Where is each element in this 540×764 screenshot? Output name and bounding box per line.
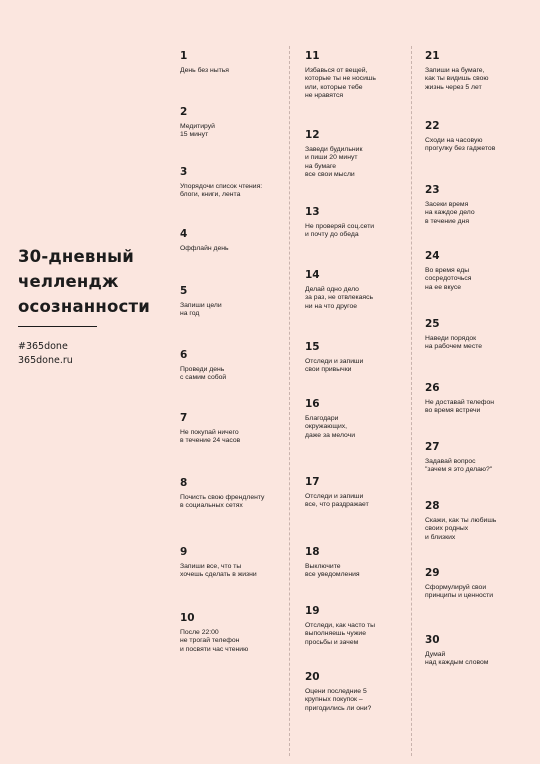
task-line: даже за мелочи bbox=[305, 431, 355, 439]
task-line: на ее вкусе bbox=[425, 283, 462, 291]
challenge-day-23 bbox=[425, 184, 537, 226]
challenge-day-25 bbox=[425, 318, 537, 352]
page-title bbox=[18, 244, 168, 319]
title-line: челлендж bbox=[18, 272, 119, 291]
challenge-day-18 bbox=[305, 546, 417, 580]
task-line: на рабочем месте bbox=[425, 343, 483, 351]
day-number: 23 bbox=[425, 184, 440, 196]
day-number: 8 bbox=[180, 477, 188, 489]
challenge-day-22 bbox=[425, 120, 537, 154]
challenge-day-3 bbox=[180, 166, 292, 200]
task-line: Оцени последние 5 bbox=[305, 688, 367, 695]
task-line: 15 минут bbox=[180, 131, 209, 139]
task-line: Запиши на бумаге, bbox=[425, 67, 485, 74]
day-task bbox=[425, 584, 537, 601]
task-line: свои привычки bbox=[305, 366, 352, 374]
task-line: Сформулируй свои bbox=[425, 584, 487, 591]
challenge-day-28 bbox=[425, 500, 537, 542]
task-line: за раз, не отвлекаясь bbox=[305, 294, 374, 302]
task-line: в течение дня bbox=[425, 217, 470, 225]
challenge-day-12 bbox=[305, 129, 417, 179]
day-number: 28 bbox=[425, 500, 440, 512]
challenge-day-10 bbox=[180, 612, 292, 654]
day-number: 26 bbox=[425, 382, 440, 394]
task-line: с самим собой bbox=[180, 374, 227, 382]
day-task bbox=[180, 183, 292, 200]
day-number: 20 bbox=[305, 671, 320, 683]
task-line: Отследи и запиши bbox=[305, 493, 364, 500]
challenge-day-1 bbox=[180, 50, 292, 75]
task-line: в течение 24 часов bbox=[180, 437, 241, 445]
day-number: 4 bbox=[180, 228, 188, 240]
day-number: 10 bbox=[180, 612, 195, 624]
day-task bbox=[305, 493, 417, 510]
task-line: Избавься от вещей, bbox=[305, 67, 368, 74]
task-line: своих родных bbox=[425, 525, 469, 533]
day-number: 24 bbox=[425, 250, 440, 262]
day-task bbox=[305, 688, 417, 713]
task-line: Засеки время bbox=[425, 201, 469, 208]
task-line: Оффлайн день bbox=[180, 245, 229, 252]
task-line: Заведи будильник bbox=[305, 146, 363, 153]
day-number: 9 bbox=[180, 546, 188, 558]
task-line: Не покупай ничего bbox=[180, 429, 239, 436]
day-task bbox=[425, 267, 537, 292]
day-number: 7 bbox=[180, 412, 188, 424]
task-line: принципы и ценности bbox=[425, 592, 494, 600]
challenge-day-30 bbox=[425, 634, 537, 668]
day-number: 25 bbox=[425, 318, 440, 330]
task-line: Отследи, как часто ты bbox=[305, 622, 376, 629]
day-task bbox=[305, 223, 417, 240]
task-line: Упорядочи список чтения: bbox=[180, 183, 263, 190]
day-task bbox=[425, 67, 537, 92]
challenge-day-24 bbox=[425, 250, 537, 292]
day-task bbox=[305, 67, 417, 100]
challenge-day-19 bbox=[305, 605, 417, 647]
task-line: прогулку без гаджетов bbox=[425, 145, 496, 153]
day-task bbox=[305, 146, 417, 179]
task-line: Думай bbox=[425, 651, 446, 658]
task-line: хочешь сделать в жизни bbox=[180, 571, 257, 579]
task-line: Задавай вопрос bbox=[425, 458, 476, 465]
task-line: После 22:00 bbox=[180, 629, 219, 636]
hashtag: #365done bbox=[18, 341, 68, 352]
task-line: Выключите bbox=[305, 563, 341, 570]
task-line: в социальных сетях bbox=[180, 502, 243, 510]
day-number: 14 bbox=[305, 269, 320, 281]
task-line: Отследи и запиши bbox=[305, 358, 364, 365]
task-line: во время встречи bbox=[425, 407, 481, 415]
task-line: все уведомления bbox=[305, 571, 360, 579]
task-line: Не доставай телефон bbox=[425, 399, 495, 406]
task-line: сосредоточься bbox=[425, 275, 472, 283]
day-task bbox=[425, 651, 537, 668]
task-line: на год bbox=[180, 310, 200, 318]
task-line: над каждым словом bbox=[425, 659, 489, 667]
day-task bbox=[425, 458, 537, 475]
challenge-day-13 bbox=[305, 206, 417, 240]
challenge-day-16 bbox=[305, 398, 417, 440]
task-line: Проведи день bbox=[180, 366, 225, 373]
day-task bbox=[305, 622, 417, 647]
task-line: Делай одно дело bbox=[305, 286, 359, 293]
task-line: жизнь через 5 лет bbox=[425, 83, 482, 91]
task-line: которые ты не носишь bbox=[305, 75, 376, 83]
day-number: 27 bbox=[425, 441, 440, 453]
task-line: Наведи порядок bbox=[425, 335, 477, 342]
challenge-day-21 bbox=[425, 50, 537, 92]
task-line: блоги, книги, лента bbox=[180, 191, 241, 199]
title-line: осознанности bbox=[18, 297, 151, 316]
day-number: 22 bbox=[425, 120, 440, 132]
task-line: Сходи на часовую bbox=[425, 137, 483, 144]
day-task bbox=[180, 302, 292, 319]
day-number: 21 bbox=[425, 50, 440, 62]
task-line: пригодились ли они? bbox=[305, 704, 372, 712]
challenge-day-15 bbox=[305, 341, 417, 375]
challenge-day-8 bbox=[180, 477, 292, 511]
task-line: Медитируй bbox=[180, 123, 215, 130]
task-line: "зачем я это делаю?" bbox=[425, 466, 493, 474]
task-line: выполняешь чужие bbox=[305, 630, 367, 638]
day-task bbox=[180, 366, 292, 383]
day-number: 1 bbox=[180, 50, 188, 62]
day-task bbox=[425, 399, 537, 416]
task-line: крупных покупок – bbox=[305, 696, 363, 704]
task-line: и близких bbox=[425, 533, 456, 541]
day-number: 15 bbox=[305, 341, 320, 353]
day-number: 11 bbox=[305, 50, 320, 62]
challenge-day-6 bbox=[180, 349, 292, 383]
title-line: 30-дневный bbox=[18, 247, 135, 266]
task-line: не нравятся bbox=[305, 91, 344, 99]
day-task bbox=[305, 415, 417, 440]
day-task bbox=[425, 517, 537, 542]
challenge-day-4 bbox=[180, 228, 292, 253]
task-line: Во время еды bbox=[425, 267, 470, 274]
task-line: Не проверяй соц.сети bbox=[305, 223, 375, 230]
task-line: или, которые тебе bbox=[305, 83, 363, 91]
challenge-day-11 bbox=[305, 50, 417, 100]
challenge-day-7 bbox=[180, 412, 292, 446]
task-line: Почисть свою френдленту bbox=[180, 494, 265, 501]
day-task bbox=[425, 201, 537, 226]
day-task bbox=[180, 494, 292, 511]
task-line: Запиши все, что ты bbox=[180, 563, 242, 570]
task-line: и пиши 20 минут bbox=[305, 154, 358, 162]
day-number: 2 bbox=[180, 106, 188, 118]
day-number: 17 bbox=[305, 476, 320, 488]
challenge-day-14 bbox=[305, 269, 417, 311]
task-line: окружающих, bbox=[305, 423, 348, 431]
day-number: 13 bbox=[305, 206, 320, 218]
task-line: просьбы и зачем bbox=[305, 638, 359, 646]
title-divider bbox=[18, 326, 97, 327]
day-task bbox=[180, 245, 292, 253]
task-line: Запиши цели bbox=[180, 302, 222, 309]
task-line: на каждое дело bbox=[425, 209, 475, 217]
challenge-day-5 bbox=[180, 285, 292, 319]
day-task bbox=[305, 358, 417, 375]
task-line: все свои мысли bbox=[305, 170, 355, 178]
challenge-day-26 bbox=[425, 382, 537, 416]
day-task bbox=[180, 67, 292, 75]
task-line: как ты видишь свою bbox=[425, 75, 489, 83]
task-line: День без нытья bbox=[180, 67, 229, 74]
website: 365done.ru bbox=[18, 355, 73, 366]
day-task bbox=[305, 286, 417, 311]
day-number: 30 bbox=[425, 634, 440, 646]
task-line: на бумаге bbox=[305, 162, 337, 170]
challenge-day-20 bbox=[305, 671, 417, 713]
day-task bbox=[425, 335, 537, 352]
day-task bbox=[425, 137, 537, 154]
task-line: и почту до обеда bbox=[305, 231, 359, 239]
day-number: 16 bbox=[305, 398, 320, 410]
task-line: и посвяти час чтению bbox=[180, 645, 249, 653]
day-task bbox=[180, 629, 292, 654]
task-line: ни на что другое bbox=[305, 302, 358, 310]
challenge-day-2 bbox=[180, 106, 292, 140]
task-line: Благодари bbox=[305, 415, 339, 422]
task-line: все, что раздражает bbox=[305, 501, 369, 509]
day-task bbox=[180, 123, 292, 140]
day-number: 6 bbox=[180, 349, 188, 361]
day-number: 12 bbox=[305, 129, 320, 141]
task-line: не трогай телефон bbox=[180, 637, 240, 645]
challenge-day-29 bbox=[425, 567, 537, 601]
day-number: 18 bbox=[305, 546, 320, 558]
challenge-day-17 bbox=[305, 476, 417, 510]
challenge-day-9 bbox=[180, 546, 292, 580]
day-number: 29 bbox=[425, 567, 440, 579]
task-line: Скажи, как ты любишь bbox=[425, 517, 497, 524]
day-task bbox=[305, 563, 417, 580]
day-number: 19 bbox=[305, 605, 320, 617]
day-task bbox=[180, 563, 292, 580]
challenge-day-27 bbox=[425, 441, 537, 475]
day-number: 5 bbox=[180, 285, 188, 297]
day-number: 3 bbox=[180, 166, 188, 178]
day-task bbox=[180, 429, 292, 446]
